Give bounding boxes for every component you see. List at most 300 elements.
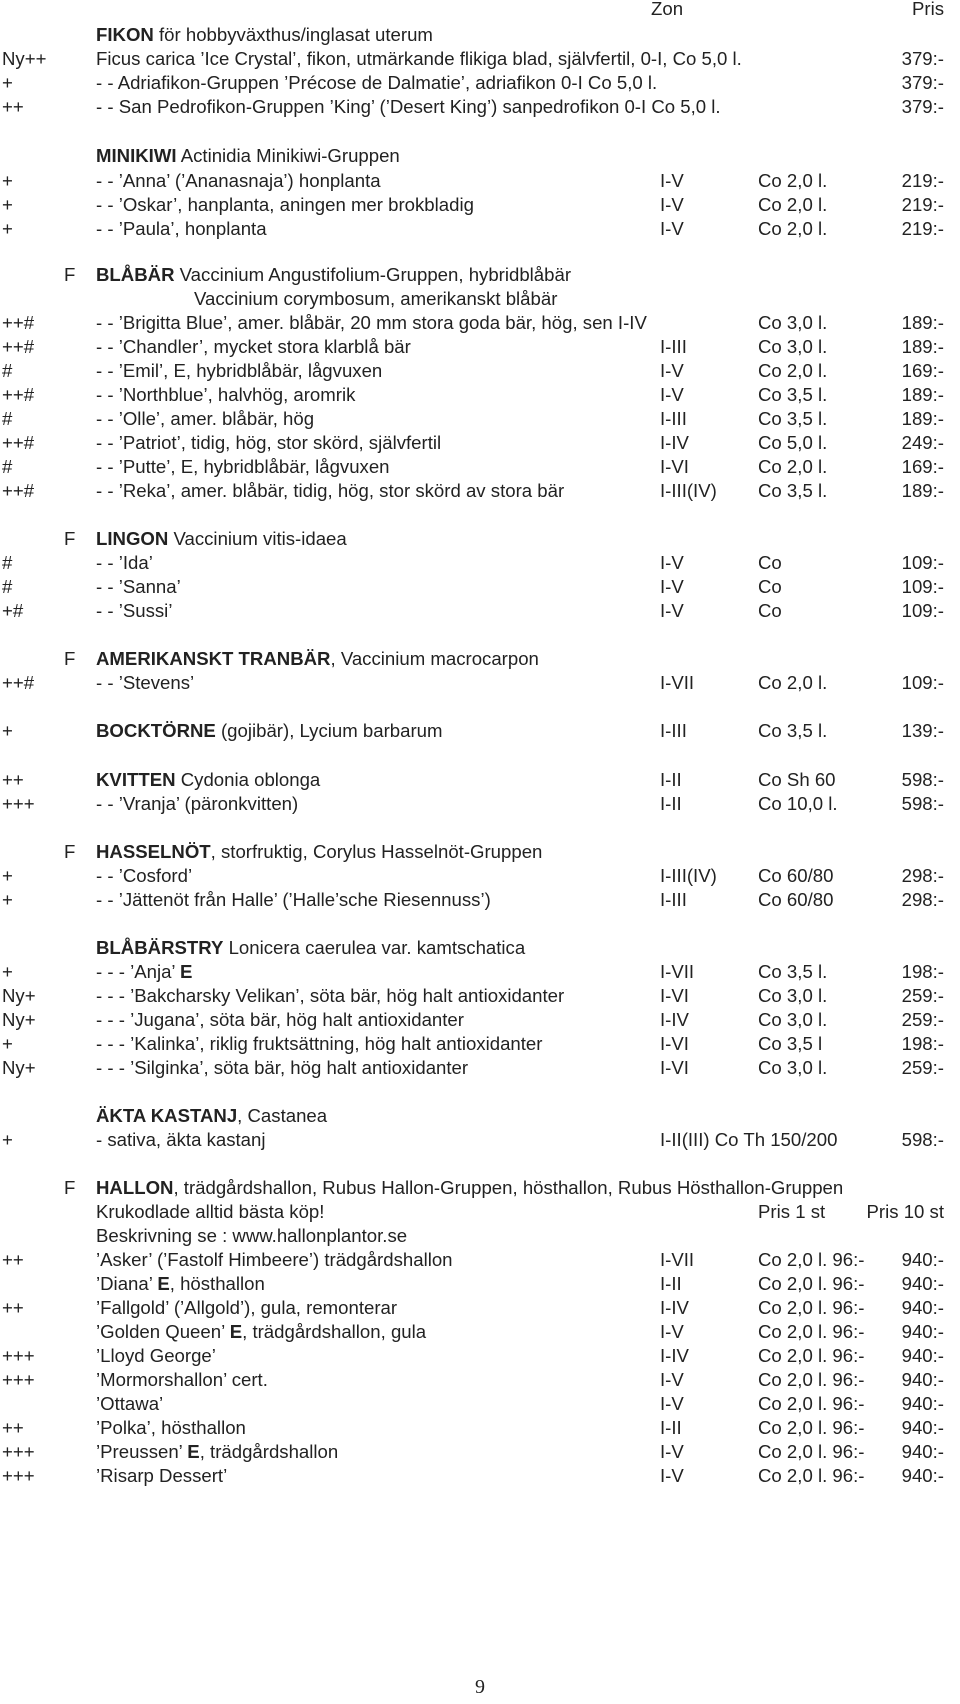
section-marker: F [64, 648, 76, 669]
item-text: - - - ’Bakcharsky Velikan’, söta bär, hög halt antioxidanter [96, 985, 565, 1006]
item-description [96, 1199, 324, 1225]
section-header [0, 646, 960, 672]
zone-value: I-III [660, 336, 687, 357]
item-description [96, 935, 525, 961]
item-description [96, 192, 474, 218]
pot-size: Co 2,0 l. [758, 672, 828, 693]
hardiness-code: Ny++ [2, 48, 47, 69]
item-description [96, 1007, 464, 1033]
section-marker: F [64, 528, 76, 549]
hardiness-code: + [2, 720, 13, 741]
hardiness-code: Ny+ [2, 1057, 36, 1078]
item-description [96, 1367, 268, 1393]
section-marker: F [64, 264, 76, 285]
hardiness-code: + [2, 72, 13, 93]
price: 940:- [901, 1345, 944, 1366]
item-text: - - ’Reka’, amer. blåbär, tidig, hög, stor skörd av stora bär [96, 480, 565, 501]
price: 940:- [901, 1273, 944, 1294]
catalog-row [0, 1199, 960, 1225]
item-text: - - ’Stevens’ [96, 672, 195, 693]
item-text: - - ’Olle’, amer. blåbär, hög [96, 408, 315, 429]
item-description [96, 959, 192, 985]
item-text: - - ’Paula’, honplanta [96, 218, 267, 239]
item-text-rest: , trädgårdshallon, gula [242, 1321, 427, 1342]
price: 219:- [901, 170, 944, 191]
catalog-row [0, 1295, 960, 1321]
catalog-row [0, 406, 960, 432]
hardiness-code: +# [2, 600, 24, 621]
item-text: - - ’Sanna’ [96, 576, 181, 597]
item-description [96, 46, 742, 72]
zone-value: I-VII [660, 961, 695, 982]
item-text-rest: , trädgårdshallon [199, 1441, 339, 1462]
pot-size: Co 2,0 l. [758, 218, 828, 239]
price: 598:- [901, 793, 944, 814]
item-description [96, 1439, 338, 1465]
price: 940:- [901, 1393, 944, 1414]
catalog-row [0, 791, 960, 817]
catalog-row [0, 1271, 960, 1297]
pot-and-unit-price: Co 2,0 l. 96:- [758, 1393, 865, 1414]
section-subheader [0, 286, 960, 312]
price: 940:- [901, 1369, 944, 1390]
price: 109:- [901, 672, 944, 693]
zone-value: I-V [660, 552, 684, 573]
hardiness-code: + [2, 1129, 13, 1150]
pot-and-unit-price: Co 2,0 l. 96:- [758, 1249, 865, 1270]
item-text: - - ’Putte’, E, hybridblåbär, lågvuxen [96, 456, 390, 477]
zone-value: I-II [660, 793, 682, 814]
price: 259:- [901, 985, 944, 1006]
catalog-row [0, 574, 960, 600]
zone-value: I-V [660, 1369, 684, 1390]
hardiness-code: +++ [2, 793, 35, 814]
item-text: ’Ottawa’ [96, 1393, 164, 1414]
price: 219:- [901, 218, 944, 239]
item-description [96, 310, 647, 336]
pot-size: Co 60/80 [758, 889, 834, 910]
product-name: HALLON [96, 1177, 174, 1198]
hardiness-code: +++ [2, 1465, 35, 1486]
pot-size: Co 5,0 l. [758, 432, 828, 453]
zone-value: I-V [660, 576, 684, 597]
zone-value: I-V [660, 600, 684, 621]
item-description [96, 718, 442, 744]
product-name: KVITTEN [96, 769, 176, 790]
item-text: - - ’Northblue’, halvhög, aromrik [96, 384, 356, 405]
catalog-row [0, 94, 960, 120]
hardiness-code: ++# [2, 312, 35, 333]
item-text-rest: , hösthallon [169, 1273, 265, 1294]
zone-value: I-VII [660, 1249, 695, 1270]
zone-value: I-VI [660, 456, 689, 477]
pot-size: Co 2,0 l. [758, 170, 828, 191]
item-text: - - ’Anna’ (’Ananasnaja’) honplanta [96, 170, 381, 191]
catalog-row [0, 959, 960, 985]
price: 259:- [901, 1009, 944, 1030]
item-description [96, 1055, 468, 1081]
zone-value: I-V [660, 1441, 684, 1462]
hardiness-code: + [2, 865, 13, 886]
hardiness-code: Ny+ [2, 985, 36, 1006]
catalog-row [0, 1031, 960, 1057]
pot-size: Co [758, 600, 782, 621]
zone-value: I-VI [660, 1057, 689, 1078]
hardiness-code: + [2, 170, 13, 191]
item-text: Cydonia oblonga [175, 769, 321, 790]
price: 109:- [901, 576, 944, 597]
section-header [0, 22, 960, 48]
product-name: FIKON [96, 24, 154, 45]
item-text: - - ’Patriot’, tidig, hög, stor skörd, självfertil [96, 432, 442, 453]
price: 169:- [901, 360, 944, 381]
pot-and-unit-price: Co 2,0 l. 96:- [758, 1345, 865, 1366]
item-description [96, 454, 390, 480]
pot-and-unit-price: Co 2,0 l. 96:- [758, 1465, 865, 1486]
catalog-row [0, 718, 960, 744]
price: 298:- [901, 865, 944, 886]
item-description [96, 94, 721, 120]
pris-column-header: Pris [911, 0, 944, 19]
zone-value: I-III [660, 720, 687, 741]
item-text: - - ’Ida’ [96, 552, 153, 573]
catalog-row [0, 983, 960, 1009]
item-text: ’Risarp Dessert’ [96, 1465, 228, 1486]
zone-value: I-III [660, 889, 687, 910]
catalog-row [0, 1343, 960, 1369]
item-description [96, 983, 564, 1009]
pot-size: Co 3,5 l. [758, 961, 828, 982]
pot-and-unit-price: Co 2,0 l. 96:- [758, 1273, 865, 1294]
product-latin-name: Actinidia Minikiwi-Gruppen [176, 145, 400, 166]
pot-size: Co 3,0 l. [758, 312, 828, 333]
pot-and-unit-price: Co 2,0 l. 96:- [758, 1417, 865, 1438]
catalog-row [0, 478, 960, 504]
hardiness-code: + [2, 961, 13, 982]
catalog-row [0, 192, 960, 218]
section-header [0, 839, 960, 865]
item-text: Ficus carica ’Ice Crystal’, fikon, utmärkande flikiga blad, självfertil, 0-I, Co 5,0 l. [96, 48, 742, 69]
item-text: - - ’Sussi’ [96, 600, 173, 621]
item-text: - sativa, äkta kastanj [96, 1129, 266, 1150]
item-description [96, 863, 192, 889]
hardiness-code: ++ [2, 769, 24, 790]
product-latin-name: Lonicera caerulea var. kamtschatica [223, 937, 526, 958]
catalog-row [0, 1127, 960, 1153]
hardiness-code: +++ [2, 1369, 35, 1390]
zone-value: I-V [660, 1321, 684, 1342]
item-description [96, 1463, 227, 1489]
hardiness-code: Ny+ [2, 1009, 36, 1030]
item-text: ’Lloyd George’ [96, 1345, 216, 1366]
product-name: LINGON [96, 528, 169, 549]
item-text: - - ’Jättenöt från Halle’ (’Halle’sche Riesennuss’) [96, 889, 491, 910]
pot-size: Co 3,5 l. [758, 480, 828, 501]
price: 940:- [901, 1297, 944, 1318]
product-name: BLÅBÄRSTRY [96, 937, 224, 958]
catalog-row [0, 670, 960, 696]
column-header-row [0, 0, 960, 22]
item-text: - - Adriafikon-Gruppen ’Précose de Dalmatie’, adriafikon 0-I Co 5,0 l. [96, 72, 658, 93]
item-text: - - ’Vranja’ (päronkvitten) [96, 793, 299, 814]
item-description [96, 1271, 265, 1297]
item-text: - - ’Chandler’, mycket stora klarblå bär [96, 336, 411, 357]
item-text: - - ’Oskar’, hanplanta, aningen mer brokbladig [96, 194, 474, 215]
item-marker: E [180, 961, 193, 982]
hardiness-code: ++ [2, 1297, 24, 1318]
catalog-row [0, 358, 960, 384]
item-description [96, 1415, 246, 1441]
hardiness-code: +++ [2, 1441, 35, 1462]
catalog-row [0, 334, 960, 360]
item-text: ’Diana’ [96, 1273, 158, 1294]
price: 189:- [901, 336, 944, 357]
price: 259:- [901, 1057, 944, 1078]
hardiness-code: # [2, 552, 13, 573]
catalog-row [0, 454, 960, 480]
catalog-row [0, 1391, 960, 1417]
price: 598:- [901, 1129, 944, 1150]
catalog-row [0, 1463, 960, 1489]
item-description [96, 887, 491, 913]
price: 940:- [901, 1417, 944, 1438]
zone-value: I-VI [660, 985, 689, 1006]
item-description [96, 430, 441, 456]
product-latin-name: , trädgårdshallon, Rubus Hallon-Gruppen, hösthallon, Rubus Hösthallon-Gruppen [173, 1177, 844, 1198]
zone-value: I-V [660, 360, 684, 381]
zone-value: I-V [660, 384, 684, 405]
price: 109:- [901, 552, 944, 573]
item-description [96, 526, 347, 552]
item-text: - - - ’Silginka’, söta bär, hög halt antioxidanter [96, 1057, 469, 1078]
item-text: - - - ’Kalinka’, riklig fruktsättning, hög halt antioxidanter [96, 1033, 543, 1054]
hardiness-code: + [2, 194, 13, 215]
section-header [0, 143, 960, 169]
price: 940:- [901, 1441, 944, 1462]
item-description [96, 478, 564, 504]
item-description: Vaccinium corymbosum, amerikanskt blåbär [194, 288, 558, 309]
item-description [96, 1295, 397, 1321]
catalog-row [0, 887, 960, 913]
pot-size: Co 3,0 l. [758, 985, 828, 1006]
zone-value: I-IV [660, 1345, 689, 1366]
item-description [96, 1223, 407, 1249]
catalog-row [0, 767, 960, 793]
item-description [96, 574, 181, 600]
section-header [0, 935, 960, 961]
pot-size: Co 2,0 l. [758, 194, 828, 215]
item-marker: E [157, 1273, 170, 1294]
hardiness-code: ++# [2, 432, 35, 453]
item-description [96, 1343, 216, 1369]
catalog-row [0, 1367, 960, 1393]
pot-size: Co 2,0 l. [758, 360, 828, 381]
product-name: AMERIKANSKT TRANBÄR [96, 648, 331, 669]
catalog-row [0, 1223, 960, 1249]
zone-value: I-II [660, 1417, 682, 1438]
item-description [96, 216, 267, 242]
item-description [96, 22, 433, 48]
zone-value: I-V [660, 170, 684, 191]
zone-value: I-IV [660, 1297, 689, 1318]
catalog-row [0, 1007, 960, 1033]
section-header [0, 526, 960, 552]
item-description [96, 1391, 163, 1417]
catalog-row [0, 70, 960, 96]
catalog-row [0, 430, 960, 456]
price: 379:- [901, 48, 944, 69]
item-description [96, 1175, 843, 1201]
zone-value: I-III(IV) [660, 865, 717, 886]
pot-size: Co 3,0 l. [758, 336, 828, 357]
zone-value: I-II [660, 1273, 682, 1294]
catalog-row [0, 1055, 960, 1081]
section-header [0, 1103, 960, 1129]
page-number: 9 [475, 1676, 485, 1698]
item-text: (gojibär), Lycium barbarum [215, 720, 443, 741]
item-text: ’Fallgold’ (’Allgold’), gula, remonterar [96, 1297, 398, 1318]
section-marker: F [64, 841, 76, 862]
item-text: ’Preussen’ [96, 1441, 188, 1462]
item-text: ’Asker’ (’Fastolf Himbeere’) trädgårdshallon [96, 1249, 453, 1270]
item-text: - - ’Brigitta Blue’, amer. blåbär, 20 mm stora goda bär, hög, sen I-IV [96, 312, 647, 333]
item-marker: E [187, 1441, 200, 1462]
catalog-row [0, 1319, 960, 1345]
price: 249:- [901, 432, 944, 453]
item-marker: E [229, 1321, 243, 1342]
item-text: ’Mormorshallon’ cert. [96, 1369, 268, 1390]
item-description [96, 382, 355, 408]
price: 379:- [901, 72, 944, 93]
product-latin-name: Vaccinium vitis-idaea [168, 528, 347, 549]
zone-value: I-II(III) Co Th 150/200 [660, 1129, 838, 1150]
zon-column-header: Zon [651, 0, 684, 19]
pot-size: Co 3,5 l. [758, 720, 828, 741]
catalog-row [0, 216, 960, 242]
item-description [96, 406, 314, 432]
item-description [96, 839, 542, 865]
pot-size: Co 3,5 l. [758, 408, 828, 429]
item-description [96, 334, 411, 360]
zone-value: I-III(IV) [660, 480, 717, 501]
hardiness-code: ++# [2, 336, 35, 357]
hardiness-code: ++ [2, 96, 24, 117]
hardiness-code: # [2, 408, 13, 429]
item-description [96, 1031, 542, 1057]
price: 189:- [901, 384, 944, 405]
item-description [96, 550, 153, 576]
product-name: MINIKIWI [96, 145, 177, 166]
price: 109:- [901, 600, 944, 621]
hardiness-code: ++ [2, 1417, 24, 1438]
item-description [96, 646, 539, 672]
item-text: - - ’Cosford’ [96, 865, 193, 886]
hardiness-code: + [2, 889, 13, 910]
catalog-row [0, 382, 960, 408]
catalog-row [0, 168, 960, 194]
product-latin-name: för hobbyväxthus/inglasat uterum [153, 24, 433, 45]
item-text: ’Polka’, hösthallon [96, 1417, 246, 1438]
pot-size: Co [758, 576, 782, 597]
price: 219:- [901, 194, 944, 215]
pot-size: Co 10,0 l. [758, 793, 838, 814]
item-text: - - - ’Jugana’, söta bär, hög halt antioxidanter [96, 1009, 464, 1030]
item-description [96, 598, 172, 624]
zone-value: I-III [660, 408, 687, 429]
item-description [96, 1127, 266, 1153]
pot-and-unit-price: Co 2,0 l. 96:- [758, 1441, 865, 1462]
catalog-row [0, 550, 960, 576]
price: 940:- [901, 1249, 944, 1270]
section-header [0, 262, 960, 288]
zone-value: I-IV [660, 432, 689, 453]
price: 139:- [901, 720, 944, 741]
catalog-row [0, 1247, 960, 1273]
product-name: BLÅBÄR [96, 264, 175, 285]
item-text: ’Golden Queen’ [96, 1321, 230, 1342]
item-description [96, 670, 194, 696]
price: 298:- [901, 889, 944, 910]
item-description [96, 1319, 426, 1345]
product-name: HASSELNÖT [96, 841, 211, 862]
price: 169:- [901, 456, 944, 477]
product-latin-name: , Vaccinium macrocarpon [330, 648, 539, 669]
price: 189:- [901, 408, 944, 429]
hardiness-code: ++# [2, 480, 35, 501]
section-marker: F [64, 1177, 76, 1198]
zone-value: I-VII [660, 672, 695, 693]
section-header [0, 1175, 960, 1201]
item-description [96, 262, 571, 288]
item-description [96, 168, 381, 194]
item-description [96, 1103, 327, 1129]
catalog-row [0, 1415, 960, 1441]
hardiness-code: # [2, 576, 13, 597]
catalog-row [0, 863, 960, 889]
price: 198:- [901, 1033, 944, 1054]
price: 940:- [901, 1465, 944, 1486]
item-description [96, 791, 298, 817]
price: 379:- [901, 96, 944, 117]
price: 198:- [901, 961, 944, 982]
item-description [96, 143, 400, 169]
zone-value: I-V [660, 1393, 684, 1414]
pot-size: Co 60/80 [758, 865, 834, 886]
item-text: Beskrivning se : www.hallonplantor.se [96, 1225, 408, 1246]
product-name: ÄKTA KASTANJ [96, 1105, 238, 1126]
zone-value: I-VI [660, 1033, 689, 1054]
price: 940:- [901, 1321, 944, 1342]
pot-and-unit-price: Co 2,0 l. 96:- [758, 1321, 865, 1342]
pot-size: Co 2,0 l. [758, 456, 828, 477]
hardiness-code: ++# [2, 672, 35, 693]
zone-value: I-IV [660, 1009, 689, 1030]
zone-value: I-V [660, 218, 684, 239]
hardiness-code: ++# [2, 384, 35, 405]
product-name: BOCKTÖRNE [96, 720, 216, 741]
pot-and-unit-price: Co 2,0 l. 96:- [758, 1297, 865, 1318]
price: 598:- [901, 769, 944, 790]
item-description [96, 1247, 453, 1273]
pot-size: Co [758, 552, 782, 573]
product-latin-name: , Castanea [237, 1105, 328, 1126]
product-latin-name: , storfruktig, Corylus Hasselnöt-Gruppen [210, 841, 543, 862]
pot-size: Co Sh 60 [758, 769, 836, 790]
zone-value: I-II [660, 769, 682, 790]
price: Pris 10 st [866, 1201, 944, 1222]
product-latin-name: Vaccinium Angustifolium-Gruppen, hybridblåbär [174, 264, 572, 285]
hardiness-code: ++ [2, 1249, 24, 1270]
